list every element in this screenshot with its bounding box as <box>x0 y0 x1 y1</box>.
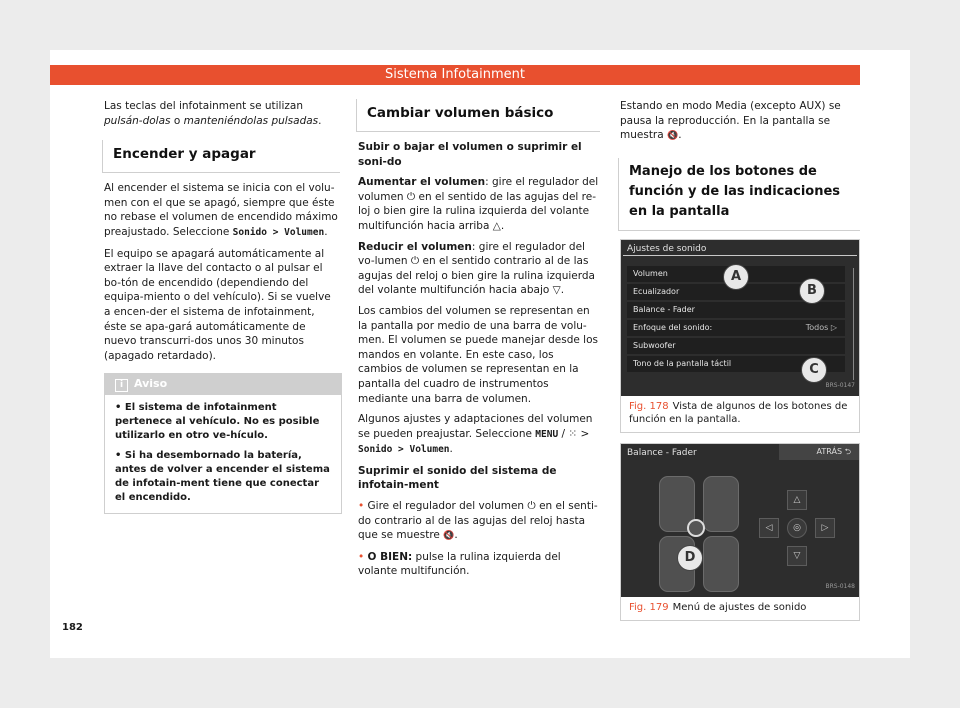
scrollbar[interactable] <box>853 268 854 380</box>
figure-label: Fig. 178 <box>629 400 669 412</box>
intro-text: Las teclas del infotainment se utilizan <box>104 100 303 112</box>
figure-label: Fig. 179 <box>629 601 669 613</box>
reducir-text-a: : gire el regulador del vo-lumen <box>358 240 585 268</box>
gire-text-b: en el senti-do contrario al de las agujas del reloj hasta que se muestre <box>358 500 598 542</box>
paragraph-encender <box>104 181 340 240</box>
paragraph-encender-text: Al encender el sistema se inicia con el volu-men con el que se apagó, siempre que éste no rebase el volumen de encendido máximo preajustado. Seleccione <box>104 182 338 238</box>
aviso-item-2-text: Si ha desembornado la batería, antes de volver a encender el sistema de infotain-ment tiene que conectar el encendido. <box>115 450 330 504</box>
ajustes-end: . <box>449 443 453 456</box>
apps-icon: ⁙ <box>568 427 578 440</box>
balance-left-button[interactable] <box>759 518 779 538</box>
paragraph-cambios: Los cambios del volumen se representan en la pantalla por medio de una barra de volu-men. El volumen se puede manejar desde los mandos en volante. En este caso, los cambios de volumen se representan en la pantalla del cuadro de instrumentos mediante una barra de volumen. <box>358 304 598 405</box>
bullet-icon: • <box>115 402 125 414</box>
callout-b: B <box>799 278 825 304</box>
aviso-item-1-text: El sistema de infotainment pertenece al vehículo. No es posible utilizarlo en otro ve-hículo. <box>115 402 320 442</box>
figure-179-caption <box>621 597 859 620</box>
menu-item-label: Enfoque del sonido: <box>633 322 713 332</box>
paragraph-aumentar <box>358 175 600 233</box>
triangle-down-icon: ▽ <box>793 550 801 561</box>
triangle-left-icon: ◁ <box>765 522 773 533</box>
figure-178 <box>620 239 860 433</box>
screen-balance-fader <box>621 444 859 597</box>
image-id: BRS-0148 <box>825 583 855 591</box>
aviso-body <box>105 395 341 513</box>
column-left <box>104 99 340 514</box>
caption-text: Vista de algunos de los botones de función en la pantalla. <box>629 400 848 425</box>
media-text: Estando en modo Media (excepto AUX) se pausa la reproducción. En la pantalla se muestra <box>620 100 841 142</box>
mute-icon: 🔇 <box>667 131 679 142</box>
section-banner: Sistema Infotainment <box>50 65 860 85</box>
callout-c: C <box>801 357 827 383</box>
menu-path-code: Sonido > Volumen <box>358 444 450 456</box>
ajustes-gt: > <box>577 427 590 440</box>
obien-text: pulse la rulina izquierda del volante multifunción. <box>358 550 561 578</box>
power-icon: ⏻ <box>406 190 416 203</box>
menu-key: MENU <box>535 428 559 440</box>
heading-manejo-botones: Manejo de los botones de función y de las indicaciones en la pantalla <box>618 158 860 231</box>
reducir-text-c: . <box>560 284 565 297</box>
ajustes-text: Algunos ajustes y adaptaciones del volumen se pueden preajustar. Seleccione <box>358 413 593 440</box>
paragraph-apagar: El equipo se apagará automáticamente al extraer la llave del contacto o al pulsar el bo-tón de encendido (dependiendo del equipa-miento o del vehículo). Si se vuelve a encen-der el sistema de infotainment, éste se apa-gará automáticamente de nuevo transcurri-dos unos 30 minutos (apagado retardado). <box>104 247 331 362</box>
image-id: BRS-0147 <box>825 382 855 390</box>
callout-d: D <box>677 545 703 571</box>
intro-italic-1: pulsán-dolas <box>104 114 171 127</box>
subheading-suprimir: Suprimir el sonido del sistema de infotain-ment <box>358 464 557 492</box>
gire-text-a: Gire el regulador del volumen <box>367 500 528 513</box>
intro-paragraph <box>104 99 340 128</box>
fader-down-button[interactable] <box>787 546 807 566</box>
menu-item-label: Ecualizador <box>633 286 680 296</box>
seat-rear-right <box>703 536 739 592</box>
aviso-header <box>105 374 341 395</box>
aumentar-text-b: en el sentido de las agujas del re-loj o bien gire la rulina izquierda del volante multifunción hacia arriba <box>358 190 597 232</box>
aviso-item-1 <box>115 401 331 443</box>
figure-178-caption <box>621 396 859 432</box>
triangle-right-icon: ▷ <box>821 522 829 533</box>
screen-title: Balance - Fader <box>627 447 697 458</box>
subheading-subir-bajar: Subir o bajar el volumen o suprimir el soni-do <box>358 141 582 168</box>
media-text-end: . <box>678 129 682 142</box>
menu-item-enfoque[interactable] <box>627 320 845 336</box>
back-icon: ⮌ <box>844 446 851 456</box>
paragraph-reducir <box>358 240 600 298</box>
menu-item-subwoofer[interactable] <box>627 338 845 354</box>
mute-icon: 🔇 <box>443 531 455 542</box>
menu-item-balance-fader[interactable] <box>627 302 845 318</box>
intro-text-mid: o <box>170 114 184 127</box>
figure-179 <box>620 443 860 621</box>
triangle-down-icon: ▽ <box>552 284 561 297</box>
paragraph-media <box>620 99 860 144</box>
power-icon: ⏻ <box>527 500 536 513</box>
menu-item-label: Subwoofer <box>633 340 676 350</box>
paragraph-ajustes <box>358 412 600 458</box>
balance-right-button[interactable] <box>815 518 835 538</box>
screen-divider <box>623 255 857 256</box>
heading-cambiar-volumen: Cambiar volumen básico <box>356 99 600 132</box>
paragraph-encender-end: . <box>324 225 328 238</box>
gire-text-c: . <box>454 529 458 542</box>
intro-italic-2: manteniéndolas pulsadas <box>183 114 319 127</box>
bullet-gire <box>358 499 600 544</box>
label-reducir: Reducir el volumen <box>358 240 472 253</box>
center-button[interactable] <box>787 518 807 538</box>
aviso-box <box>104 373 342 514</box>
back-button[interactable] <box>779 444 859 460</box>
menu-item-label: Tono de la pantalla táctil <box>633 358 732 368</box>
bullet-icon: • <box>358 550 368 563</box>
aumentar-text-c: . <box>500 219 505 232</box>
aviso-item-2 <box>115 449 331 505</box>
menu-item-label: Balance - Fader <box>633 304 695 314</box>
screen-title: Ajustes de sonido <box>627 243 707 254</box>
bullet-icon: • <box>358 500 368 513</box>
balance-point-handle[interactable] <box>687 519 705 537</box>
power-icon: ⏻ <box>410 255 420 268</box>
fader-up-button[interactable] <box>787 490 807 510</box>
menu-item-label: Volumen <box>633 268 668 278</box>
page-number: 182 <box>62 622 83 633</box>
seat-front-right <box>703 476 739 532</box>
callout-a: A <box>723 264 749 290</box>
caption-text: Menú de ajustes de sonido <box>672 601 807 613</box>
reducir-text-b: en el sentido contrario al de las agujas del reloj o bien gire la rulina izquierda del volante multifunción hacia abajo <box>358 255 595 297</box>
target-icon: ◎ <box>793 522 801 533</box>
heading-encender-apagar: Encender y apagar <box>102 140 340 173</box>
aumentar-text-a: : gire el regulador del volumen <box>358 176 599 203</box>
aviso-title: Aviso <box>134 377 168 391</box>
enfoque-value: Todos ▷ <box>805 322 837 332</box>
bullet-icon: • <box>115 450 125 462</box>
obien-label: O BIEN: <box>367 550 413 563</box>
menu-path-code: Sonido > Volumen <box>232 226 325 238</box>
ajustes-sep: / <box>558 427 569 440</box>
intro-text-end: . <box>318 114 322 127</box>
label-aumentar: Aumentar el volumen <box>358 176 486 189</box>
info-icon: i <box>115 379 128 392</box>
bullet-obien <box>358 550 600 579</box>
column-middle <box>358 99 600 585</box>
triangle-up-icon: △ <box>793 494 801 505</box>
screen-ajustes-sonido <box>621 240 859 396</box>
back-label: ATRÁS <box>816 446 843 456</box>
column-right <box>620 99 860 621</box>
triangle-up-icon: △ <box>492 219 501 232</box>
